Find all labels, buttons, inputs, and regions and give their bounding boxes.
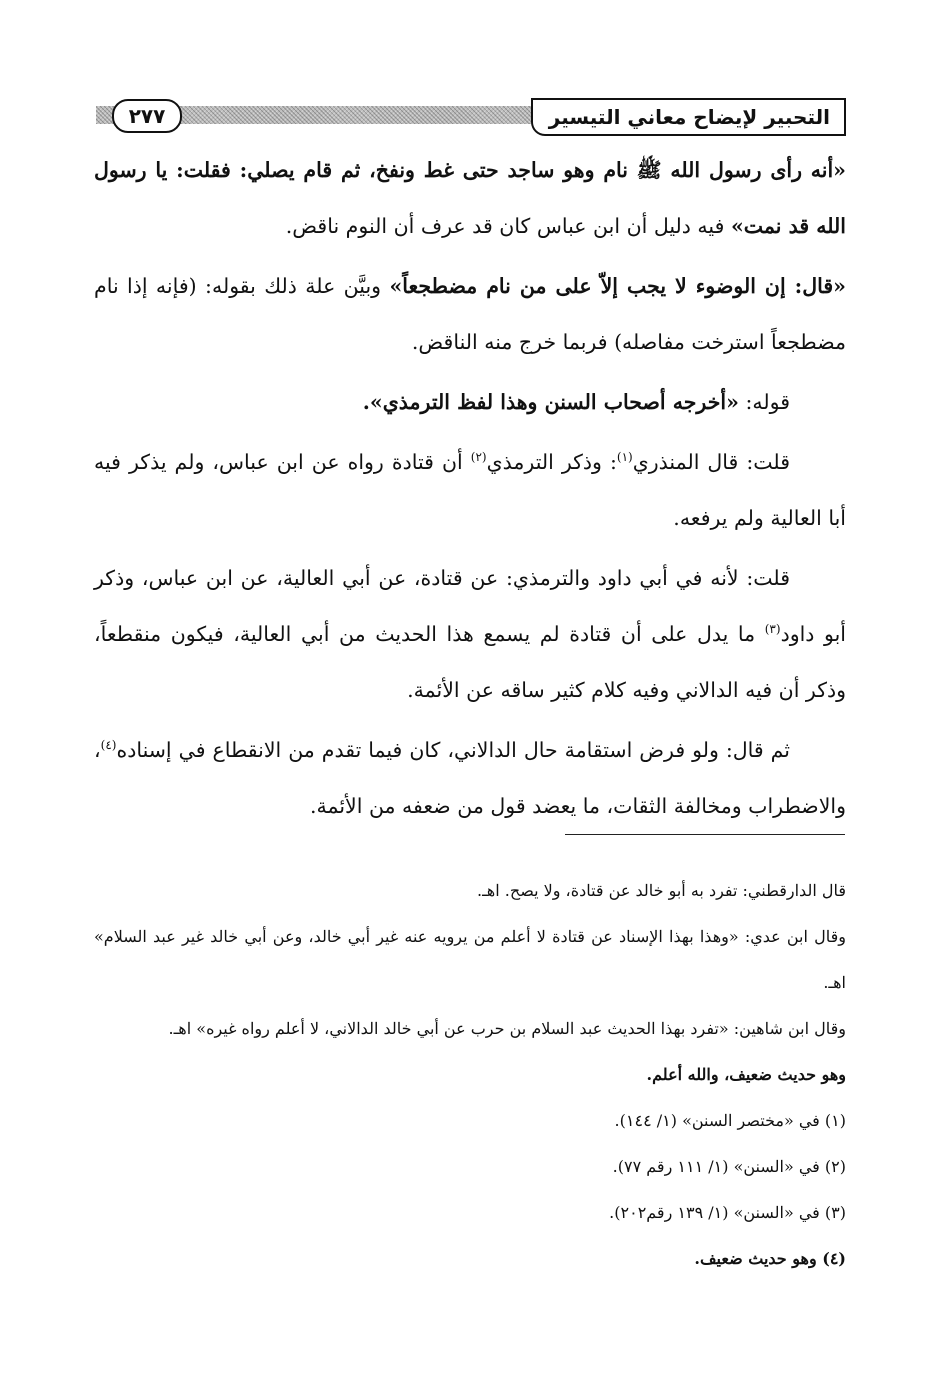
running-header xyxy=(96,96,846,140)
paragraph-3 xyxy=(94,374,846,430)
paragraph-6-text-a: ثم قال: ولو فرض استقامة حال الدالاني، كان فيما تقدم من الانقطاع في إسناده xyxy=(116,738,790,762)
footnote-divider xyxy=(565,834,845,835)
footnotes xyxy=(94,868,846,1282)
page-number: ٢٧٧ xyxy=(112,99,182,133)
paragraph-6-text-b: ، والاضطراب ومخالفة الثقات، ما يعضد قول من ضعفه من الأئمة. xyxy=(94,738,846,818)
footnote-ref-3: (٣) xyxy=(764,622,781,637)
hadith-quote-2: «قال: إن الوضوء لا يجب إلاّ على من نام مضطجعاً» xyxy=(389,274,846,298)
footnote-ref-1: (١) xyxy=(616,450,633,465)
footnote-ref-4: (٤) xyxy=(100,738,117,753)
paragraph-2 xyxy=(94,258,846,370)
main-text xyxy=(94,142,846,838)
paragraph-5 xyxy=(94,550,846,718)
footnote-continuation-4: وهو حديث ضعيف، والله أعلم. xyxy=(646,1065,846,1084)
paragraph-1-text: فيه دليل أن ابن عباس كان قد عرف أن النوم ناقض. xyxy=(285,214,731,238)
paragraph-4-text-c: أن قتادة رواه عن ابن عباس، ولم يذكر فيه أبا العالية ولم يرفعه. xyxy=(94,450,846,530)
paragraph-5-text-a: قلت: لأنه في أبي داود والترمذي: عن قتادة، عن أبي العالية، عن ابن عباس، وذكر أبو داود xyxy=(94,566,846,646)
paragraph-3-lead: قوله: xyxy=(738,390,790,414)
footnote-continuation-3: وقال ابن شاهين: «تفرد بهذا الحديث عبد السلام بن حرب عن أبي خالد الدالاني، لا أعلم رواه غيره» اهـ. xyxy=(168,1019,846,1038)
paragraph-1 xyxy=(94,142,846,254)
paragraph-4 xyxy=(94,434,846,546)
footnote-ref-2: (٢) xyxy=(470,450,487,465)
paragraph-4-text-b: : وذكر الترمذي xyxy=(486,450,617,474)
footnote-continuation-2: وقال ابن عدي: «وهذا بهذا الإسناد عن قتادة لا أعلم من يرويه عنه غير أبي خالد، وعن أبي خالد غير عبد السلام» اهـ. xyxy=(94,927,846,992)
source-quote: «أخرجه أصحاب السنن وهذا لفظ الترمذي». xyxy=(362,390,739,414)
footnote-1: (١) في «مختصر السنن» (١/ ١٤٤). xyxy=(614,1111,846,1130)
footnote-4: (٤) وهو حديث ضعيف. xyxy=(694,1249,846,1268)
paragraph-6 xyxy=(94,722,846,834)
paragraph-2-text: وبيَّن علة ذلك بقوله: (فإنه إذا نام مضطجعاً استرخت مفاصله) فربما خرج منه الناقض. xyxy=(94,274,846,354)
book-title: التحبير لإيضاح معاني التيسير xyxy=(531,98,846,136)
hadith-quote-1: «أنه رأى رسول الله ﷺ نام وهو ساجد حتى غط ونفخ، ثم قام يصلي: فقلت: يا رسول الله قد نمت» xyxy=(94,158,846,238)
footnote-continuation-1: قال الدارقطني: تفرد به أبو خالد عن قتادة، ولا يصح. اهـ. xyxy=(477,881,846,900)
footnote-2: (٢) في «السنن» (١/ ١١١ رقم ٧٧). xyxy=(612,1157,846,1176)
footnote-3: (٣) في «السنن» (١/ ١٣٩ رقم٢٠٢). xyxy=(609,1203,846,1222)
paragraph-5-text-b: ما يدل على أن قتادة لم يسمع هذا الحديث من أبي العالية، فيكون منقطعاً، وذكر أن فيه الدالاني وفيه كلام كثير ساقه عن الأئمة. xyxy=(94,622,846,702)
paragraph-4-text-a: قلت: قال المنذري xyxy=(632,450,791,474)
